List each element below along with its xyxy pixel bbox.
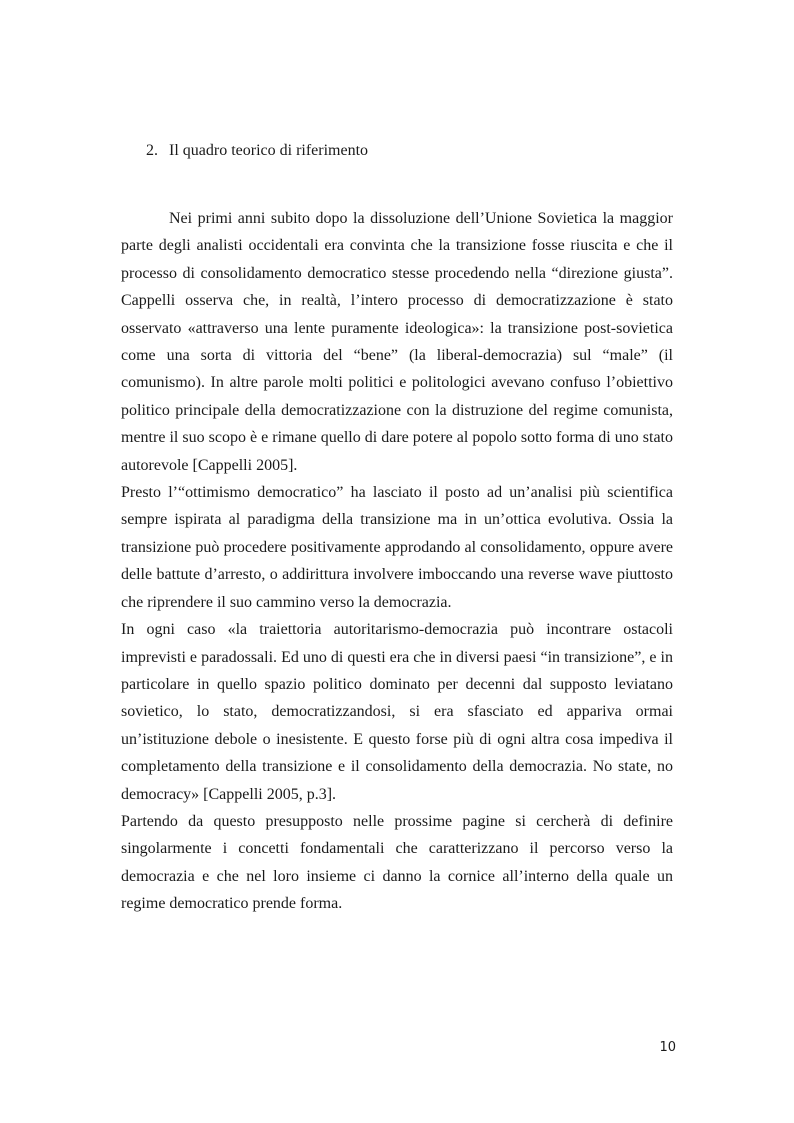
- section-heading: [146, 140, 368, 162]
- paragraph: Nei primi anni subito dopo la dissoluzione dell’Unione Sovietica la maggior parte degli analisti occidentali era convinta che la transizione fosse riuscita e che il processo di consolidamento democratico stesse procedendo nella “direzione giusta”. Cappelli osserva che, in realtà, l’intero processo di democratizzazione è stato osservato «attraverso una lente puramente ideologica»: la transizione post-sovietica come una sorta di vittoria del “bene” (la liberal-democrazia) sul “male” (il comunismo). In altre parole molti politici e politologici avevano confuso l’obiettivo politico principale della democratizzazione con la distruzione del regime comunista, mentre il suo scopo è e rimane quello di dare potere al popolo sotto forma di uno stato autorevole [Cappelli 2005].: [121, 210, 673, 474]
- paragraph: Partendo da questo presupposto nelle prossime pagine si cercherà di definire singolarmente i concetti fondamentali che caratterizzano il percorso verso la democrazia e che nel loro insieme ci danno la cornice all’interno della quale un regime democratico prende forma.: [121, 812, 673, 913]
- section-title: Il quadro teorico di riferimento: [169, 142, 369, 159]
- page-number: 10: [659, 1040, 676, 1055]
- paragraph: In ogni caso «la traiettoria autoritarismo-democrazia può incontrare ostacoli imprevisti e paradossali. Ed uno di questi era che in diversi paesi “in transizione”, e in particolare in quello spazio politico dominato per decenni dal supposto leviatano sovietico, lo stato, democratizzandosi, si era sfasciato ed appariva ormai un’istituzione debole o inesistente. E questo forse più di ogni altra cosa impediva il completamento della transizione e il consolidamento della democrazia. No state, no democracy» [Cappelli 2005, p.3].: [121, 621, 673, 803]
- body-text: [121, 205, 673, 918]
- section-number: 2.: [146, 142, 158, 159]
- paragraph: Presto l’“ottimismo democratico” ha lasciato il posto ad un’analisi più scientifica sempre ispirata al paradigma della transizione ma in un’ottica evolutiva. Ossia la transizione può procedere positivamente approdando al consolidamento, oppure avere delle battute d’arresto, o addirittura involvere imboccando una reverse wave piuttosto che riprendere il suo cammino verso la democrazia.: [121, 484, 673, 611]
